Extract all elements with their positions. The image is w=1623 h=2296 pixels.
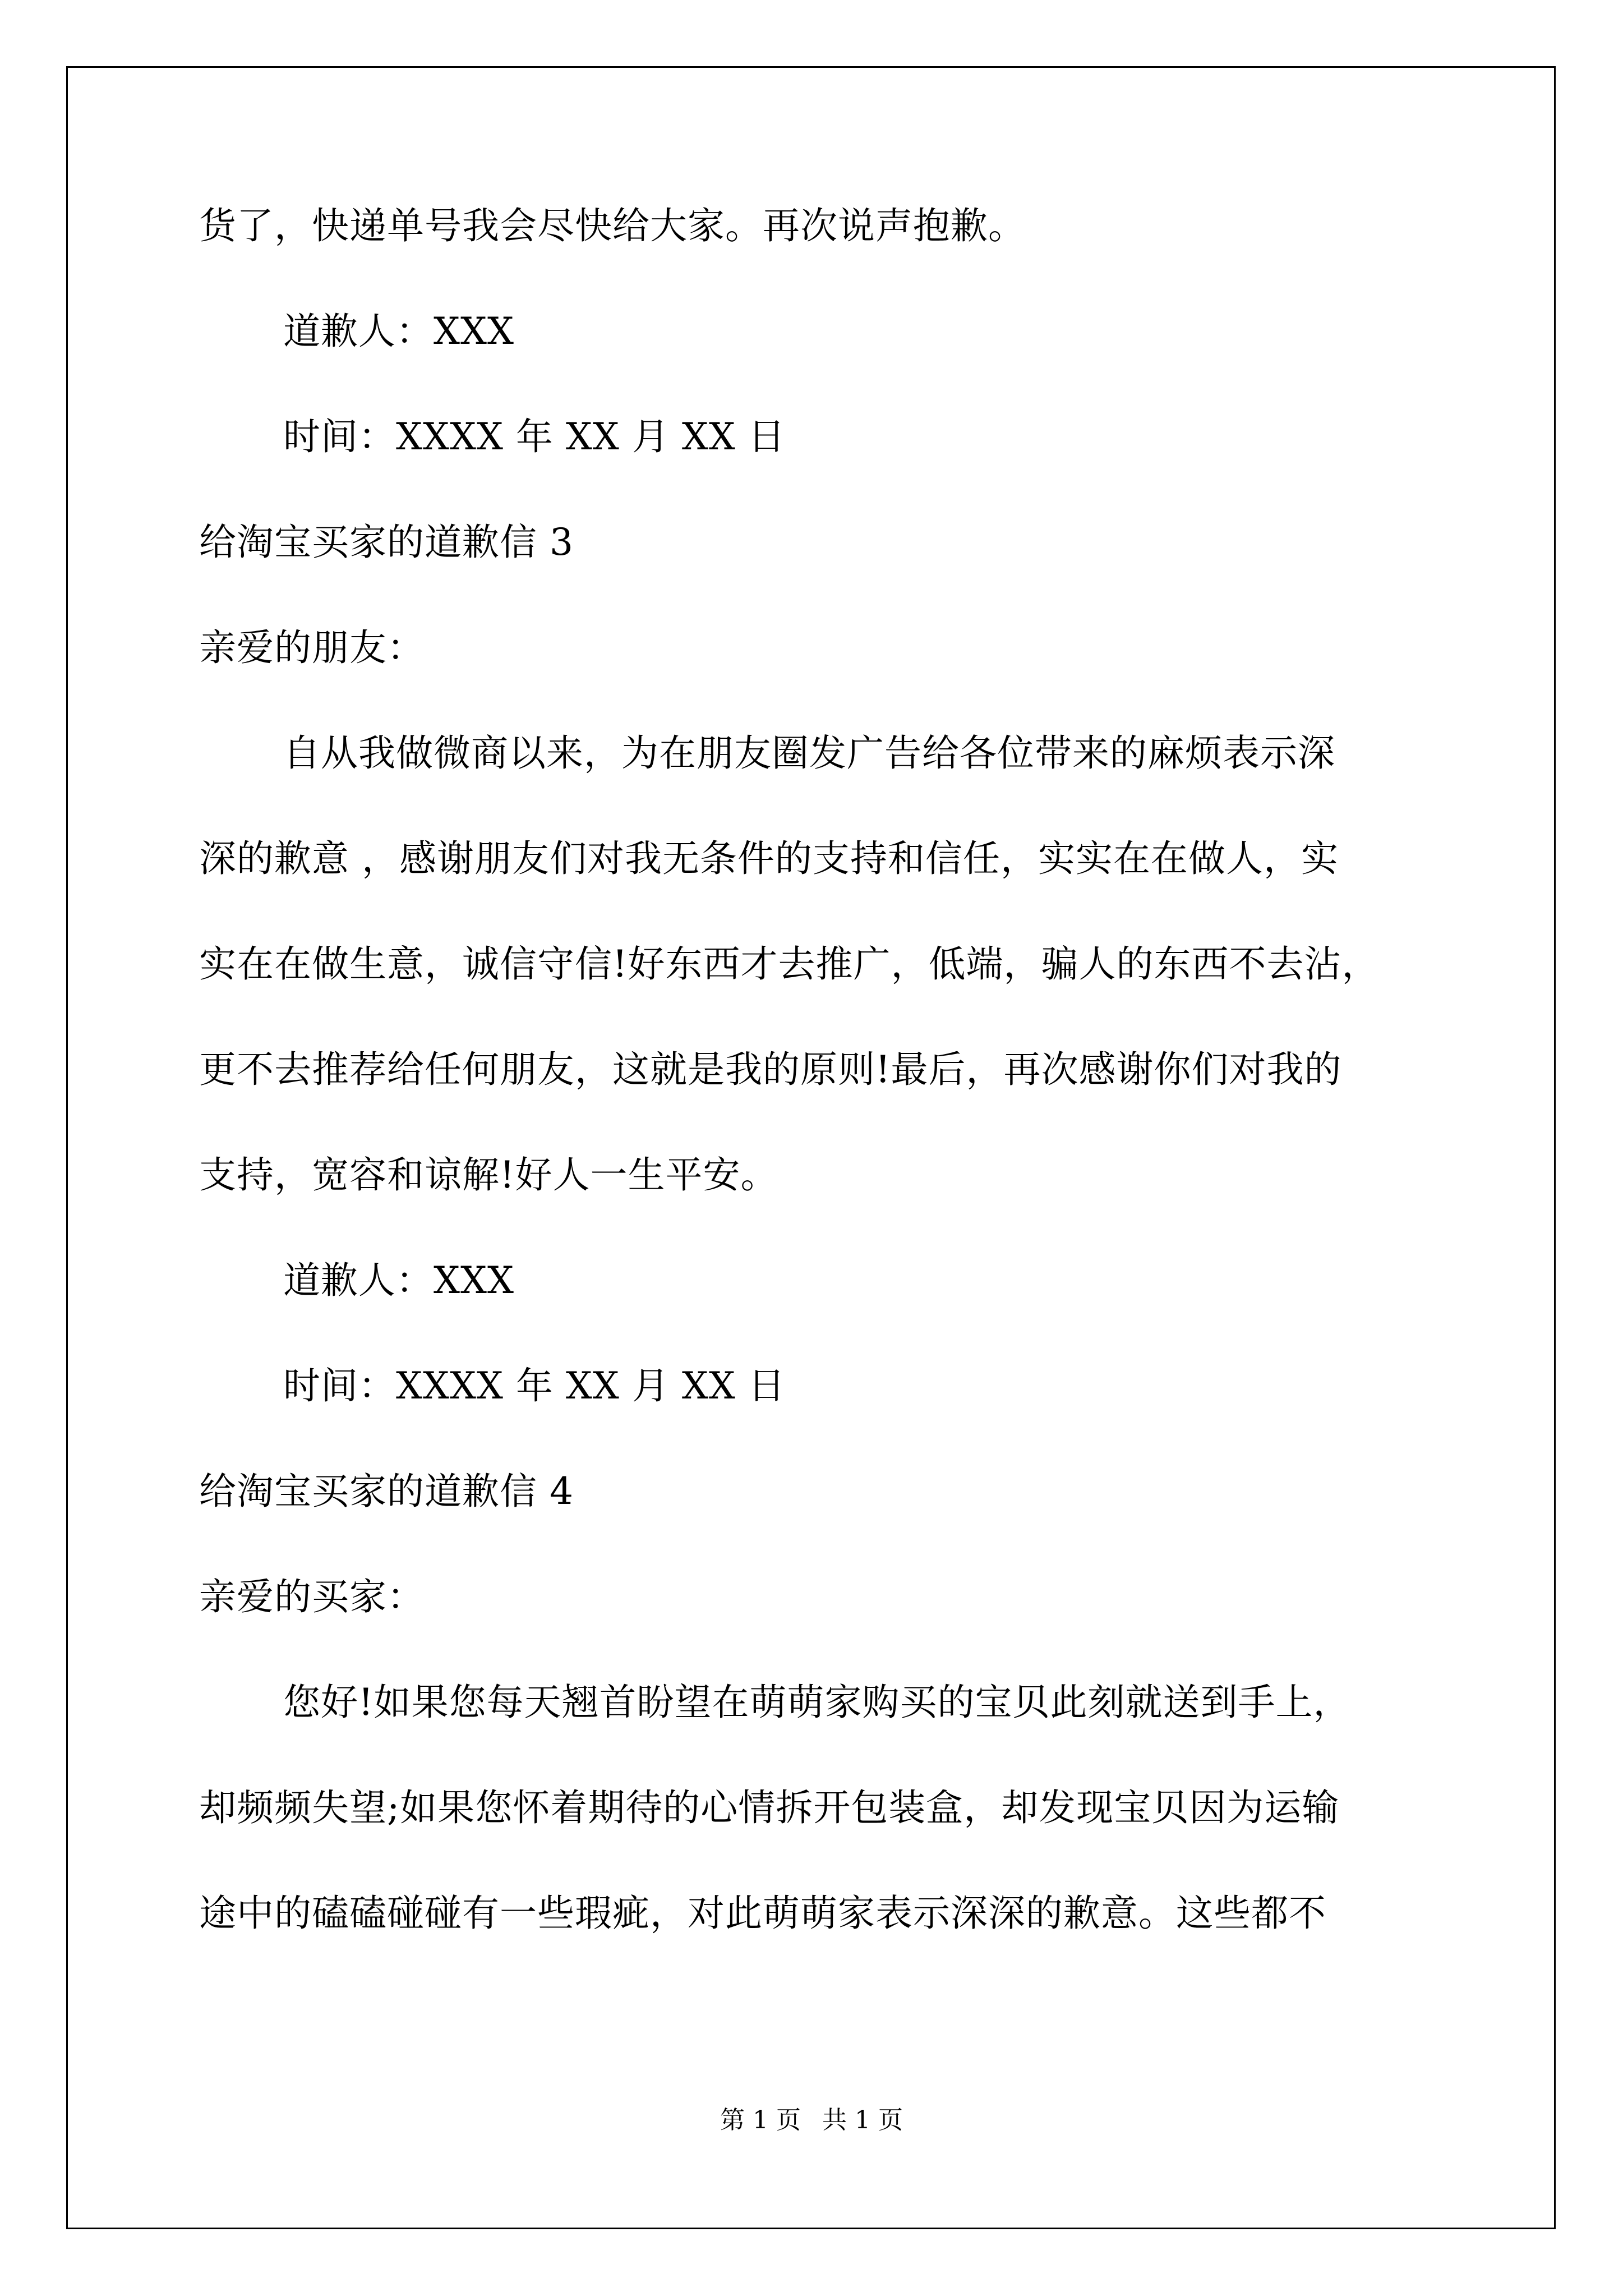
text-line: 自从我做微商以来，为在朋友圈发广告给各位带来的麻烦表示深 xyxy=(283,731,1335,775)
signature-line: 道歉人：XXX xyxy=(283,310,514,353)
salutation: 亲爱的朋友： xyxy=(199,626,425,669)
signature-line: 道歉人：XXX xyxy=(283,1259,514,1302)
text-line: 更不去推荐给任何朋友，这就是我的原则!最后，再次感谢你们对我的 xyxy=(199,1048,1342,1091)
text-line: 货了，快递单号我会尽快给大家。再次说声抱歉。 xyxy=(199,204,1026,247)
date-line: 时间：XXXX 年 XX 月 XX 日 xyxy=(283,415,786,458)
page-number: 第 1 页 xyxy=(720,2106,801,2134)
text-line: 您好!如果您每天翘首盼望在萌萌家购买的宝贝此刻就送到手上， xyxy=(283,1681,1351,1724)
section-heading: 给淘宝买家的道歉信 3 xyxy=(199,521,574,564)
text-line: 支持，宽容和谅解!好人一生平安。 xyxy=(199,1153,778,1197)
page-total: 共 1 页 xyxy=(822,2106,903,2134)
section-heading: 给淘宝买家的道歉信 4 xyxy=(199,1470,574,1513)
text-line: 深的歉意 ，感谢朋友们对我无条件的支持和信任，实实在在做人，实 xyxy=(199,837,1339,880)
text-line: 途中的磕磕碰碰有一些瑕疵，对此萌萌家表示深深的歉意。这些都不 xyxy=(199,1892,1326,1935)
text-line: 却频频失望;如果您怀着期待的心情拆开包装盒，却发现宝贝因为运输 xyxy=(199,1786,1340,1829)
page-footer xyxy=(0,2108,1623,2133)
text-line: 实在在做生意，诚信守信!好东西才去推广，低端，骗人的东西不去沾， xyxy=(199,942,1380,986)
date-line: 时间：XXXX 年 XX 月 XX 日 xyxy=(283,1364,786,1407)
salutation: 亲爱的买家： xyxy=(199,1575,425,1618)
document-body xyxy=(199,204,1450,2000)
